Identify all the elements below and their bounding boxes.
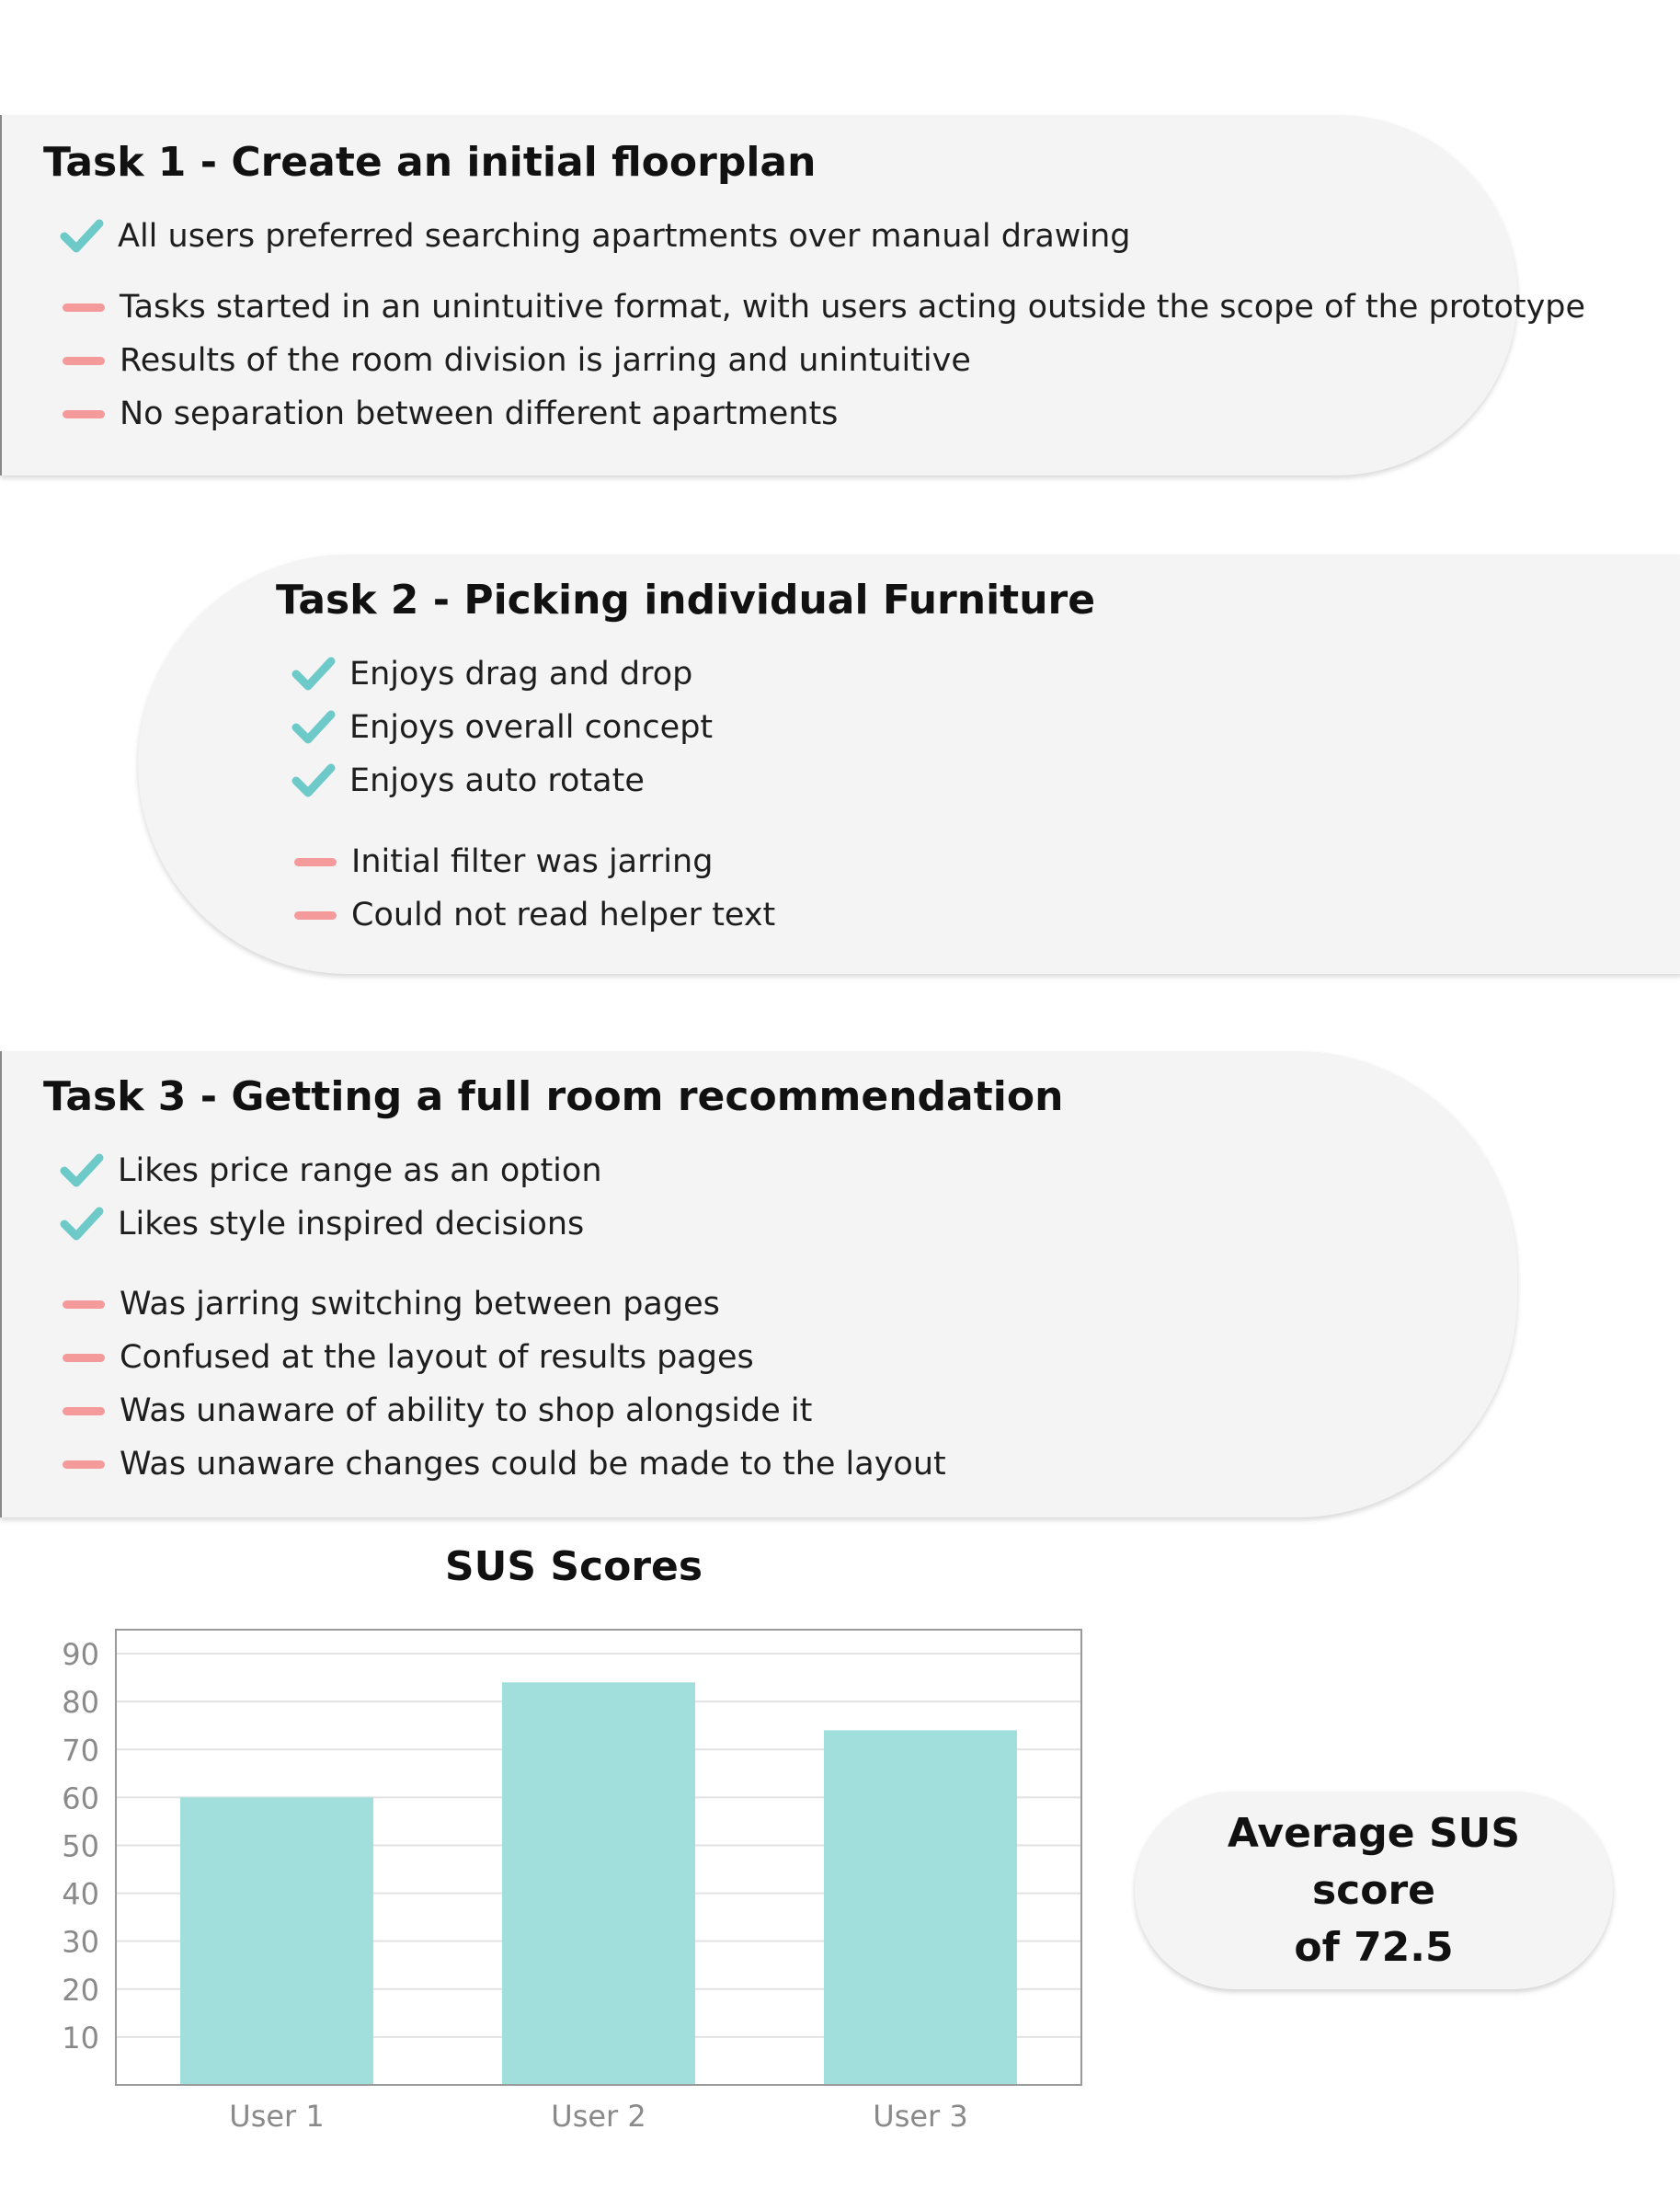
task-1-title: Task 1 - Create an initial floorplan <box>43 139 817 186</box>
task-1-card <box>0 115 1586 475</box>
positive-text: Likes price range as an option <box>118 1152 602 1189</box>
x-tick-label: User 3 <box>873 2099 968 2134</box>
y-tick-label: 60 <box>62 1781 99 1816</box>
dash-icon <box>63 303 105 312</box>
negative-text: Tasks started in an unintuitive format, with users acting outside the scope of the prototype <box>120 289 1586 326</box>
dash-icon <box>63 357 105 365</box>
check-icon <box>291 758 337 804</box>
negative-text: Was jarring switching between pages <box>120 1286 720 1323</box>
check-icon <box>291 651 337 697</box>
negative-text: Results of the room division is jarring and unintuitive <box>120 342 971 379</box>
y-tick-label: 20 <box>62 1972 99 2008</box>
chart-title: SUS Scores <box>444 1543 703 1590</box>
bar <box>502 1682 695 2085</box>
positive-text: Enjoys overall concept <box>349 709 714 746</box>
task-2-positive-item <box>291 647 692 701</box>
negative-text: Could not read helper text <box>351 897 776 933</box>
negative-text: Was unaware of ability to shop alongside it <box>120 1392 813 1429</box>
check-icon <box>59 1201 105 1247</box>
task-3-card <box>0 1051 1517 1517</box>
positive-text: Enjoys drag and drop <box>349 656 693 693</box>
y-tick-label: 50 <box>62 1828 99 1864</box>
average-sus-text <box>1171 1805 1576 1976</box>
task-2-negative-item <box>292 835 713 888</box>
average-sus-line-2: of 72.5 <box>1294 1923 1454 1971</box>
task-2-positive-item <box>291 701 713 754</box>
task-2-positive-item <box>291 754 645 807</box>
dash-icon <box>63 410 105 418</box>
dash-icon <box>294 858 337 866</box>
task-3-negative-item <box>61 1277 720 1331</box>
sus-bar-chart <box>0 1600 1148 2152</box>
negative-text: No separation between different apartments <box>120 395 839 432</box>
negative-text: Initial filter was jarring <box>351 843 714 880</box>
task-3-title: Task 3 - Getting a full room recommendation <box>43 1073 1064 1120</box>
negative-text: Confused at the layout of results pages <box>120 1339 754 1376</box>
y-tick-label: 40 <box>62 1876 99 1912</box>
dash-icon <box>63 1460 105 1469</box>
y-tick-label: 70 <box>62 1733 99 1769</box>
y-tick-label: 90 <box>62 1637 99 1673</box>
task-1-negative-item <box>61 387 838 441</box>
average-sus-card <box>1135 1792 1613 1989</box>
positive-text: Likes style inspired decisions <box>118 1206 585 1242</box>
task-2-negative-item <box>292 888 775 942</box>
positive-text: Enjoys auto rotate <box>349 762 645 799</box>
dash-icon <box>63 1354 105 1362</box>
task-3-positive-item <box>59 1144 602 1197</box>
task-3-negative-item <box>61 1331 754 1384</box>
y-tick-label: 30 <box>62 1924 99 1960</box>
dash-icon <box>63 1300 105 1309</box>
task-2-card <box>138 555 1680 974</box>
dash-icon <box>294 911 337 920</box>
task-3-negative-item <box>61 1437 946 1491</box>
x-tick-label: User 1 <box>229 2099 325 2134</box>
negative-text: Was unaware changes could be made to the layout <box>120 1446 946 1483</box>
x-tick-label: User 2 <box>551 2099 646 2134</box>
task-3-positive-item <box>59 1197 584 1251</box>
task-1-positive-item <box>59 210 1131 263</box>
bar <box>824 1730 1017 2085</box>
task-2-title: Task 2 - Picking individual Furniture <box>276 577 1096 624</box>
bar <box>180 1797 373 2085</box>
check-icon <box>59 1148 105 1194</box>
task-1-negative-item <box>61 281 1585 334</box>
dash-icon <box>63 1407 105 1415</box>
average-sus-line-1: Average SUS score <box>1227 1809 1521 1914</box>
task-1-negative-item <box>61 334 971 387</box>
check-icon <box>291 704 337 750</box>
positive-text: All users preferred searching apartments over manual drawing <box>118 218 1131 255</box>
y-tick-label: 10 <box>62 2020 99 2055</box>
y-tick-label: 80 <box>62 1685 99 1721</box>
task-3-negative-item <box>61 1384 812 1437</box>
check-icon <box>59 213 105 259</box>
